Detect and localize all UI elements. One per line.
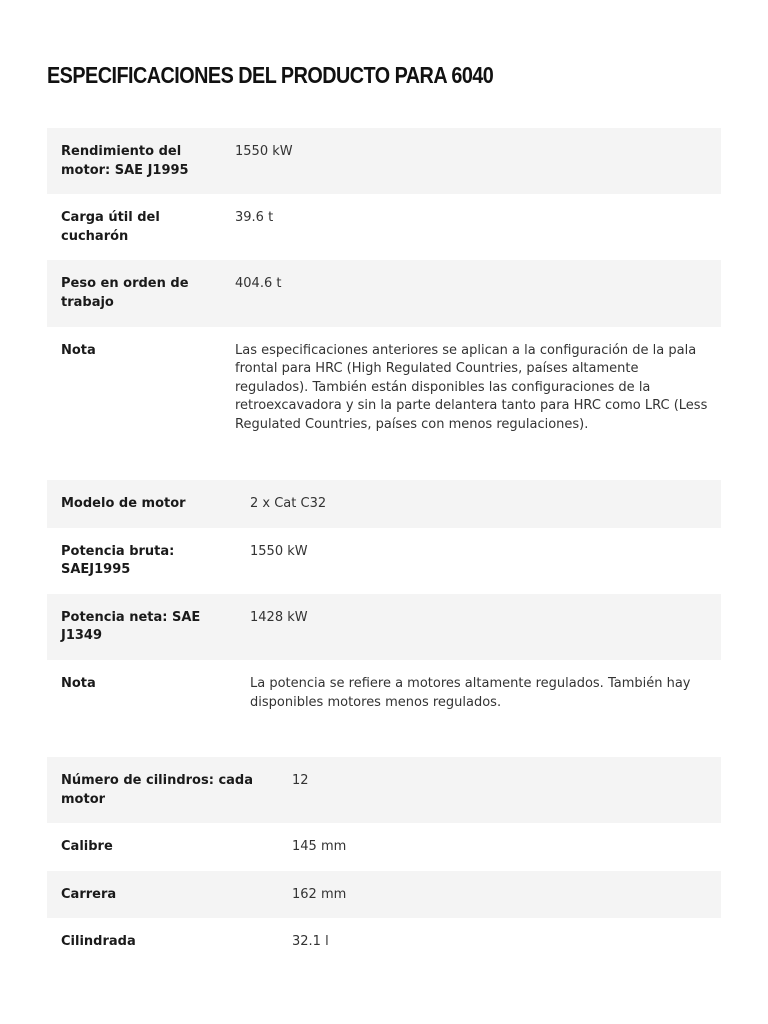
table-row [47,128,721,194]
spec-label: Peso en orden de trabajo [47,260,221,326]
spec-table-performance [47,128,721,481]
spec-label: Número de cilindros: cada motor [47,757,278,823]
table-row [47,918,721,966]
table-row [47,871,721,919]
spec-label: Nota [61,675,96,691]
table-row-note [47,327,721,481]
table-row [47,823,721,871]
table-row [47,260,721,326]
spec-label: Rendimiento del motor: SAE J1995 [47,128,221,194]
table-row [47,528,721,594]
spec-value: 1550 kW [250,543,308,559]
spec-value: 32.1 l [292,934,329,950]
table-row-note [47,660,721,758]
spec-label: Potencia bruta: SAEJ1995 [61,543,175,578]
spec-note: Las especificaciones anteriores se aplican a la configuración de la pala frontal para HRC (High Regulated Countries, países altamente regulados). También están disponibles las configuraciones de la retroexcavadora y sin la parte delantera tanto para HRC como LRC (Less Regulated Countries, países con menos regulaciones). [235,342,708,432]
spec-value: 12 [278,757,721,823]
spec-value: 1428 kW [236,594,721,660]
table-row [47,194,721,260]
spec-value: 145 mm [292,839,347,855]
spec-table-cylinders [47,757,721,966]
spec-table-engine [47,480,721,758]
spec-note: La potencia se refiere a motores altamente regulados. También hay disponibles motores menos regulados. [250,675,691,710]
table-row [47,594,721,660]
spec-label: Calibre [61,839,113,855]
page-title: ESPECIFICACIONES DEL PRODUCTO PARA 6040 [47,62,494,88]
spec-value: 1550 kW [221,128,721,194]
spec-value: 2 x Cat C32 [236,480,721,528]
spec-value: 162 mm [278,871,721,919]
spec-label: Modelo de motor [47,480,236,528]
spec-label: Carrera [47,871,278,919]
spec-value: 404.6 t [221,260,721,326]
spec-label: Potencia neta: SAE J1349 [47,594,236,660]
spec-value: 39.6 t [235,210,274,226]
table-row [47,480,721,528]
table-row [47,757,721,823]
spec-label: Carga útil del cucharón [61,210,160,244]
spec-label: Cilindrada [61,934,136,950]
spec-label: Nota [61,342,96,358]
